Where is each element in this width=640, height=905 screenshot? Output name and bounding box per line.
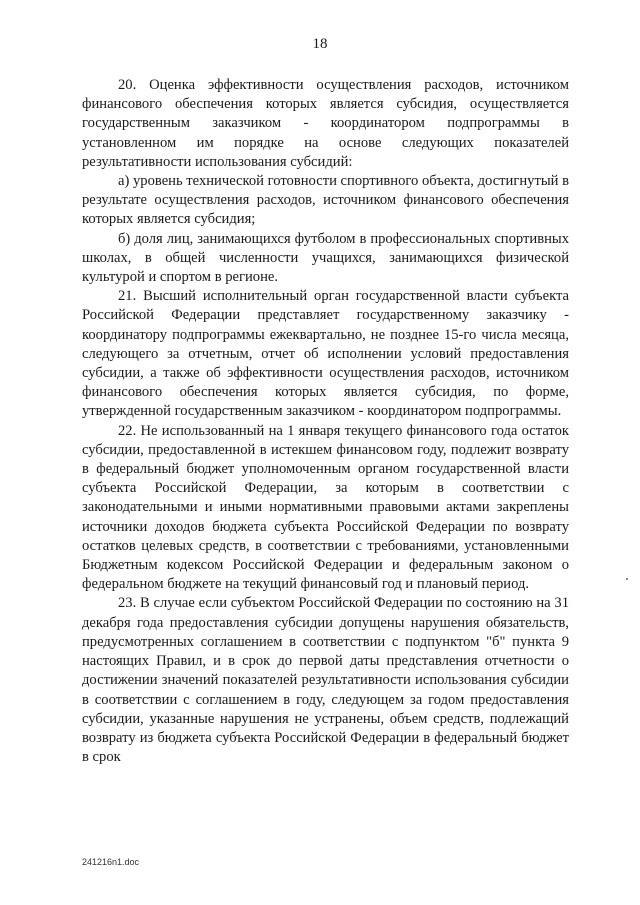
scan-mark — [626, 578, 628, 580]
page-number: 18 — [312, 36, 328, 52]
footer-filename: 241216n1.doc — [82, 857, 140, 867]
paragraph-23: 23. В случае если субъектом Российской Федерации по состоянию на 31 декабря года предоставления субсидии допущены нарушения обязательств, предусмотренных соглашением в соответствии с подпунктом "б" пункта 9 настоящих Правил, и в срок до первой даты представления отчетности о достижении значений показателей результативности использования субсидии в соответствии с соглашением в году, следующем за годом предоставления субсидии, указанные нарушения не устранены, объем средств, подлежащий возврату из бюджета субъекта Российской Федерации в федеральный бюджет в срок — [82, 595, 569, 766]
paragraph-20-b: б) доля лиц, занимающихся футболом в профессиональных спортивных школах, в общей численности учащихся, занимающихся физической культурой и спортом в регионе. — [82, 230, 569, 286]
paragraph-21: 21. Высший исполнительный орган государственной власти субъекта Российской Федерации представляет государственному заказчику - координатору подпрограммы ежеквартально, не позднее 15-го числа месяца, следующего за отчетным, отчет об исполнении условий предоставления субсидии, а также об эффективности осуществления расходов, источником финансового обеспечения которых является субсидия, по форме, утвержденной государственным заказчиком - координатором подпрограммы. — [82, 288, 569, 420]
paragraph-22: 22. Не использованный на 1 января текущего финансового года остаток субсидии, предоставленной в истекшем финансовом году, подлежит возврату в федеральный бюджет уполномоченным органом государственной власти субъекта Российской Федерации, за которым в соответствии с законодательными и иными нормативными правовыми актами закреплены источники доходов бюджета субъекта Российской Федерации по возврату остатков целевых средств, в соответствии с требованиями, установленными Бюджетным кодексом Российской Федерации и федеральным законом о федеральном бюджете на текущий финансовый год и плановый период. — [82, 422, 569, 593]
paragraph-20: 20. Оценка эффективности осуществления расходов, источником финансового обеспечения которых является субсидия, осуществляется государственным заказчиком - координатором подпрограммы в установленном им порядке на основе следующих показателей результативности использования субсидий: — [82, 77, 569, 170]
document-body — [82, 76, 569, 767]
paragraph-20-a: а) уровень технической готовности спортивного объекта, достигнутый в результате осуществления расходов, источником финансового обеспечения которых является субсидия; — [82, 173, 569, 228]
